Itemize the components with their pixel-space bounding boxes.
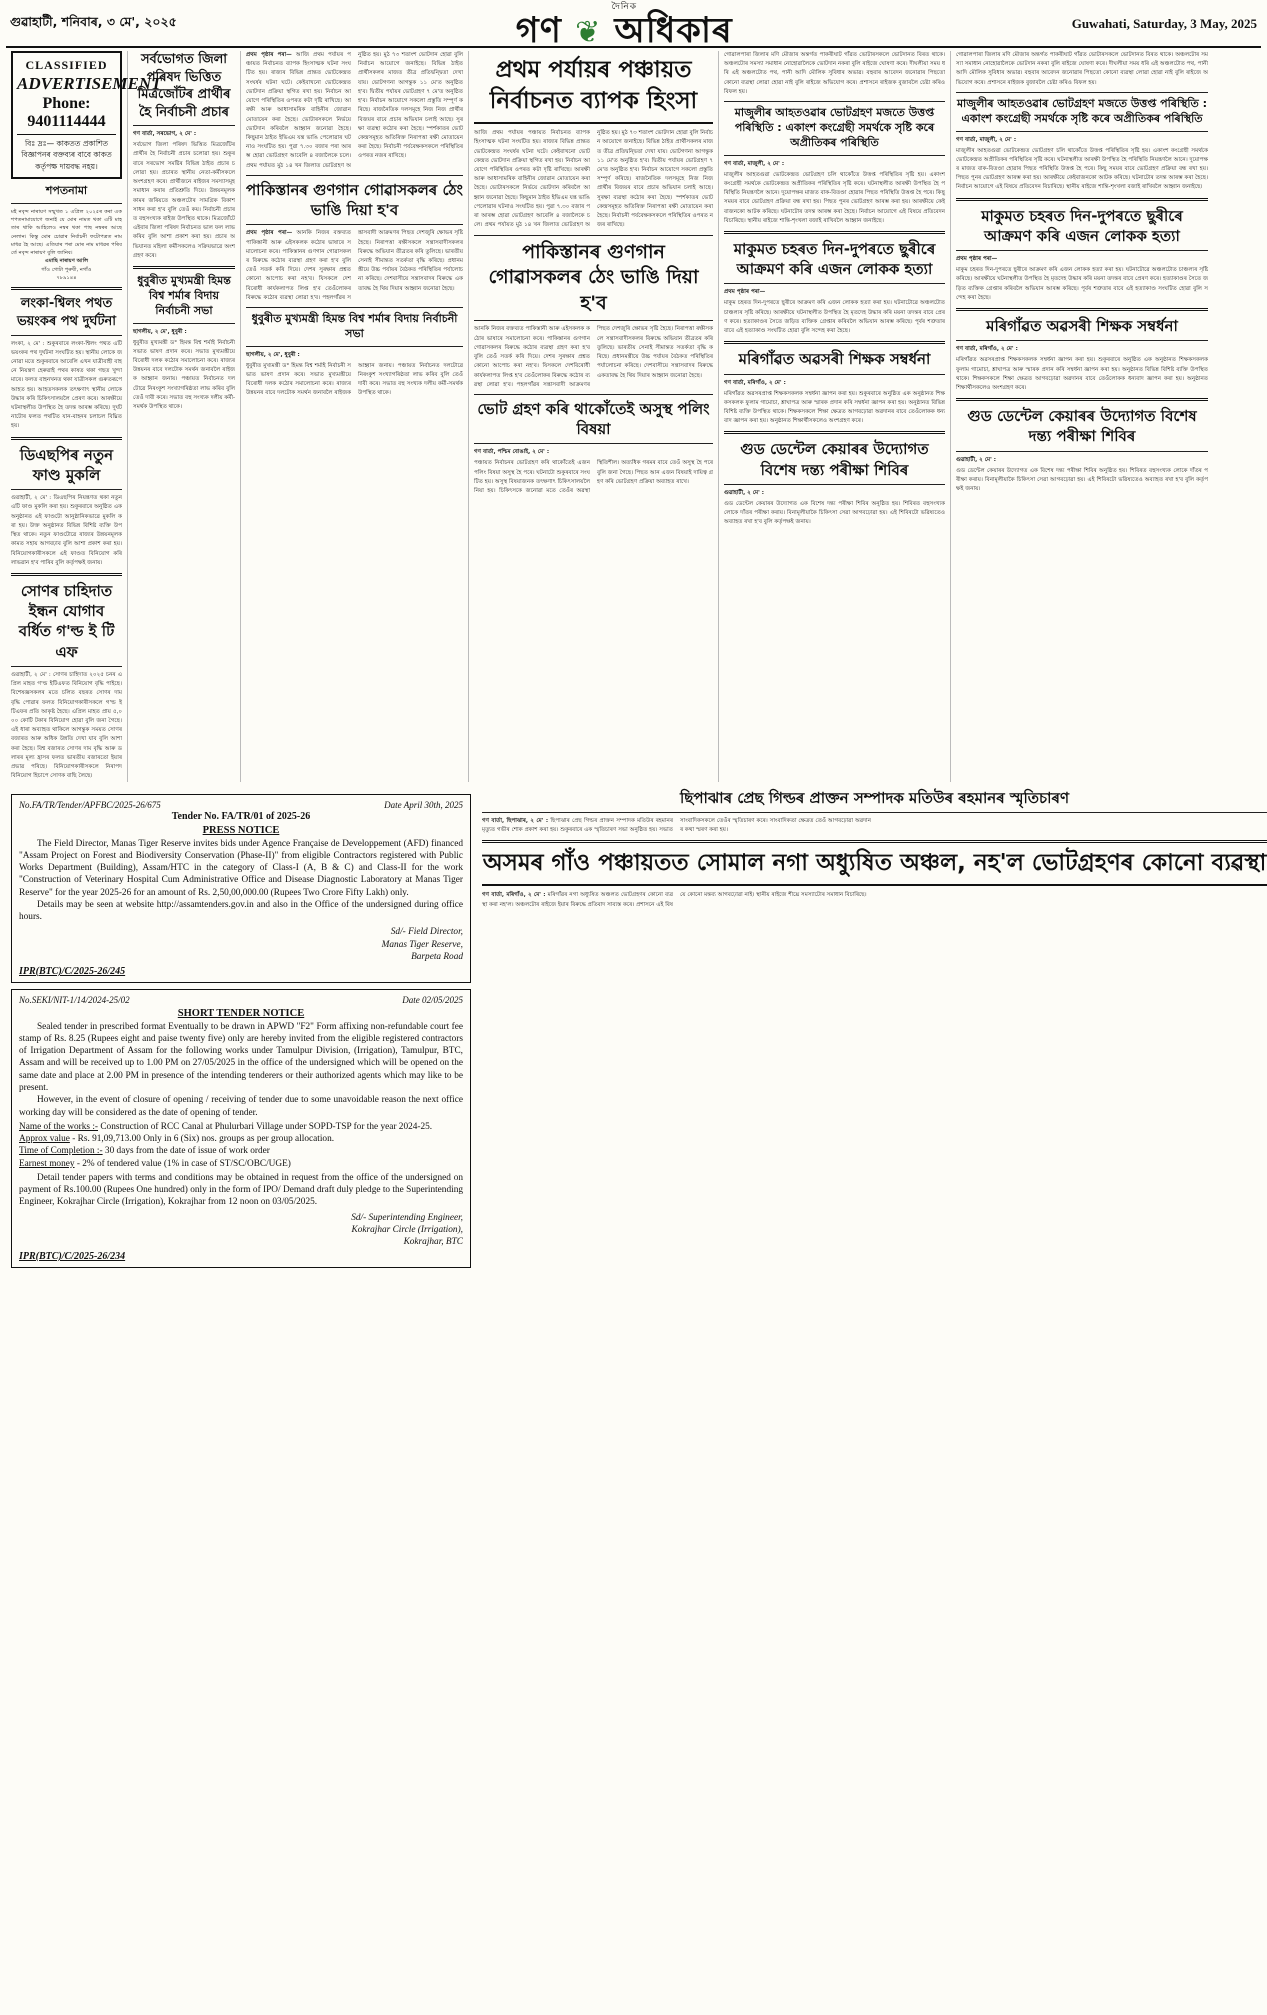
sarbhog-body: সৰ্বভোগ জিলা পৰিষদ ভিত্তিত মিত্ৰজোঁটৰ প্ৰাৰ্থীৰ হৈ নিৰ্বাচনী প্ৰচাৰ চলোৱা হয়। শুকুৰবাৰে সৰভোগ সমষ্টিৰ বিভিন্ন ঠাইত প্ৰচাৰ চলোৱা হয়। প্ৰচাৰত স্থানীয় নেতা-কৰ্মীসকলে অংশগ্ৰহণ কৰে। প্ৰাৰ্থীজনে ৰাইজৰ সমস্যাসমূহ সমাধান কৰাৰ প্ৰতিশ্ৰুতি দিয়ে। উন্নয়নমূলক কামৰ জৰিয়তে অঞ্চলটোৰ সামগ্ৰিক বিকাশ সাধন কৰা হ'ব বুলি তেওঁ কয়। নিৰ্বাচনী প্ৰচাৰত বহুসংখ্যক ৰাইজ উপস্থিত থাকে। মিত্ৰজোঁটে এইবাৰ জিলা পৰিষদ নিৰ্বাচনত ভাল ফল লাভ কৰিব বুলি আশা প্ৰকাশ কৰা হয়। প্ৰচাৰ অভিযানত মহিলা কৰ্মীসকলেও সক্ৰিয়ভাৱে অংশগ্ৰহণ কৰে।	[133, 142, 235, 259]
dhubri-cm-body: ধুবুৰীত মুখ্যমন্ত্ৰী ড° হিমন্ত বিশ্ব শৰ্মাই নিৰ্বাচনী সভাত ভাষণ প্ৰদান কৰে। সভাত মুখ্যমন্ত্ৰীয়ে বিৰোধী দলক কঠোৰ সমালোচনা কৰে। ৰাজ্যৰ উন্নয়নৰ বাবে দলটোক সমৰ্থন জনাবলৈ ৰাইজক আহ্বান জনায়। পঞ্চায়ত নিৰ্বাচনত দলটোৱে নিৰংকুশ সংখ্যাগৰিষ্ঠতা লাভ কৰিব বুলি তেওঁ দাবী কৰে। সভাত বহু সংখ্যক দলীয় কৰ্মী-সমৰ্থক উপস্থিত থাকে।	[133, 339, 235, 411]
short-tender-item-label: Name of the works :-	[19, 1121, 99, 1132]
makum-murder-body: মাকুম চহৰত দিন-দুপৰতে ছুৰীৰে আক্ৰমণ কৰি এজন লোকক হত্যা কৰা হয়। ঘটনাটোৱে অঞ্চলটোত চাঞ্চল্যৰ সৃষ্টি কৰিছে। আৰক্ষীয়ে ঘটনাস্থলীত উপস্থিত হৈ মৃতদেহ উদ্ধাৰ কৰি ময়না তদন্তৰ বাবে প্ৰেৰণ কৰে। হত্যাকাণ্ডৰ সৈতে জড়িত ব্যক্তিক গ্ৰেপ্তাৰ কৰিবলৈ অভিযান আৰম্ভ কৰিছে। পূৰ্বৰ শত্ৰুতাৰ বাবে এই হত্যাকাণ্ড সংঘটিত হোৱা বুলি সন্দেহ কৰা হৈছে।	[724, 300, 945, 335]
dsp-fund-headline: ডিএছপিৰ নতুন ফাণ্ড মুকলি	[19, 445, 114, 484]
sipajhar-body	[482, 817, 1267, 835]
pakistan-body-col3	[246, 229, 463, 303]
press-notice-sign-3: Barpeta Road	[411, 951, 463, 962]
dhubri-cm-byline: ছাগলীয়, ২ মে', ধুবুৰী :	[133, 328, 187, 335]
polling-officer-byline: গণ বাৰ্তা, পশ্চিম বোঙাই, ২ মে' :	[474, 449, 550, 456]
panchayat-continued-text: আজি প্ৰথম পৰ্যায়ৰ পঞ্চায়ত নিৰ্বাচনত ব্যাপক হিংসাত্মক ঘটনা সংঘটিত হয়। ৰাজ্যৰ বিভিন্ন প্ৰান্তত ভোটকেন্দ্ৰত সংঘৰ্ষৰ ঘটনা ঘটে। কেইবাখনো ভোটকেন্দ্ৰত ভোটদান প্ৰক্ৰিয়া স্থগিত ৰখা হয়। নিৰ্বাচন আয়োগে পৰিস্থিতিৰ ওপৰত কটা দৃষ্টি ৰাখিছে। আৰক্ষী আৰু আধাসামৰিক বাহিনীৰ জোৱান মোতায়েন কৰা হৈছে। ভোটাৰসকলে নিৰ্ভয়ে ভোটদান কৰিবলৈ আহ্বান জনোৱা হৈছে। কিছুমান ঠাইত ইভিএম যন্ত্ৰ ভাঙি পেলোৱাৰ ঘটনাও সংঘটিত হয়। পুৱা ৭.৩০ বজাৰ পৰা আৰম্ভ হোৱা ভোটগ্ৰহণ আবেলি ৪ বজালৈকে চলে। প্ৰথম পৰ্যায়ত মুঠ ১৪ খন জিলাত ভোটগ্ৰহণ অনুষ্ঠিত হয়। মুঠ ৭৩ শতাংশ ভোটদান হোৱা বুলি নিৰ্বাচন আয়োগে জনাইছে। বিভিন্ন ঠাইত প্ৰাৰ্থীসকলৰ মাজত তীব্ৰ প্ৰতিদ্বন্দ্বিতা দেখা যায়। ভোটগণনা আগন্তুক ১১ মে'ত অনুষ্ঠিত হ'ব। দ্বিতীয় পৰ্যায়ৰ ভোটগ্ৰহণ ৭ মে'ত অনুষ্ঠিত হ'ব। নিৰ্বাচন আয়োগে সকলো প্ৰস্তুতি সম্পূৰ্ণ কৰিছে। ৰাজনৈতিক দলসমূহে নিজ নিজ প্ৰাৰ্থীৰ বিজয়ৰ বাবে প্ৰচাৰ অভিযান চলাই আছে। সুৰক্ষা ব্যৱস্থা কঠোৰ কৰা হৈছে। স্পৰ্শকাতৰ ভোটকেন্দ্ৰসমূহত অতিৰিক্ত নিৰাপত্তা ৰক্ষী মোতায়েন কৰা হৈছে। নিৰ্বাচনী পৰ্যবেক্ষকসকলে পৰিস্থিতিৰ ওপৰত নজৰ ৰাখিছে।	[246, 52, 463, 169]
column-4	[469, 51, 719, 782]
sipajhar-headline: ছিপাঝাৰ প্ৰেছ গিল্ডৰ প্ৰাক্তন সম্পাদক মতিউৰ ৰহমানৰ স্মৃতিচাৰণ	[679, 788, 1070, 807]
col6-body-1: গোৱালপাৰা জিলাৰ মণি মৌজাৰ অন্তৰ্গত পাকৰীঘাট গাঁৱত ভোটাৰসকলে ভোটদানত বিৰত থাকে। অঞ্চলটোৰ সমস্যা সমাধান নোহোৱালৈকে ভোটদান নকৰা বুলি ৰাইজে ঘোষণা কৰে। দীঘলীয়া সময় ধৰি এই অঞ্চলটোত পথ, পানী আদি মৌলিক সুবিধাৰ অভাৱ। বহুবাৰ আবেদন জনোৱাৰ পিছতো কোনো ব্যৱস্থা লোৱা হোৱা নাই বুলি ৰাইজে অভিযোগ কৰে। প্ৰশাসনে ৰাইজক বুজাবলৈ চেষ্টা কৰিও বিফল হয়।	[956, 52, 1208, 86]
polling-officer-headline: ভোট গ্ৰহণ কৰি থাকোঁতেই অসুস্থ পলিং বিষয়া	[477, 399, 710, 439]
main-story-body: আজি প্ৰথম পৰ্যায়ৰ পঞ্চায়ত নিৰ্বাচনত ব্যাপক হিংসাত্মক ঘটনা সংঘটিত হয়। ৰাজ্যৰ বিভিন্ন প্ৰান্তত ভোটকেন্দ্ৰত সংঘৰ্ষৰ ঘটনা ঘটে। কেইবাখনো ভোটকেন্দ্ৰত ভোটদান প্ৰক্ৰিয়া স্থগিত ৰখা হয়। নিৰ্বাচন আয়োগে পৰিস্থিতিৰ ওপৰত কটা দৃষ্টি ৰাখিছে। আৰক্ষী আৰু আধাসামৰিক বাহিনীৰ জোৱান মোতায়েন কৰা হৈছে। ভোটাৰসকলে নিৰ্ভয়ে ভোটদান কৰিবলৈ আহ্বান জনোৱা হৈছে। কিছুমান ঠাইত ইভিএম যন্ত্ৰ ভাঙি পেলোৱাৰ ঘটনাও সংঘটিত হয়। পুৱা ৭.৩০ বজাৰ পৰা আৰম্ভ হোৱা ভোটগ্ৰহণ আবেলি ৪ বজালৈকে চলে। প্ৰথম পৰ্যায়ত মুঠ ১৪ খন জিলাত ভোটগ্ৰহণ অনুষ্ঠিত হয়। মুঠ ৭৩ শতাংশ ভোটদান হোৱা বুলি নিৰ্বাচন আয়োগে জনাইছে। বিভিন্ন ঠাইত প্ৰাৰ্থীসকলৰ মাজত তীব্ৰ প্ৰতিদ্বন্দ্বিতা দেখা যায়। ভোটগণনা আগন্তুক ১১ মে'ত অনুষ্ঠিত হ'ব। দ্বিতীয় পৰ্যায়ৰ ভোটগ্ৰহণ ৭ মে'ত অনুষ্ঠিত হ'ব। নিৰ্বাচন আয়োগে সকলো প্ৰস্তুতি সম্পূৰ্ণ কৰিছে। ৰাজনৈতিক দলসমূহে নিজ নিজ প্ৰাৰ্থীৰ বিজয়ৰ বাবে প্ৰচাৰ অভিযান চলাই আছে। সুৰক্ষা ব্যৱস্থা কঠোৰ কৰা হৈছে। স্পৰ্শকাতৰ ভোটকেন্দ্ৰসমূহত অতিৰিক্ত নিৰাপত্তা ৰক্ষী মোতায়েন কৰা হৈছে। নিৰ্বাচনী পৰ্যবেক্ষকসকলে পৰিস্থিতিৰ ওপৰত নজৰ ৰাখিছে।	[474, 130, 713, 229]
short-tender-item	[19, 1158, 463, 1170]
makum-murder-headline: মাকুমত চহৰত দিন-দুপৰতে ছুৰীৰে আক্ৰমণ কৰি এজন লোকক হত্যা	[733, 239, 936, 279]
short-tender-item-value: - Rs. 91,09,713.00 Only in 6 (Six) nos. groups as per group allocation.	[72, 1134, 335, 1145]
short-tender-body: Sealed tender in prescribed format Eventually to be drawn in APWD "F2" Form affixing non-refundable court fee stamp of Rs. 8.25 (Rupees eight and paise twenty five) only are hereby invited from the eligible registered contractors of Irrigation Department of Assam for the following works under Tamulpur Division, (Irrigation), Tamulpur, BTC, Assam and will be received up to 1.00 PM on 27/05/2025 in the office of the undersigned which will be opened on the same date and place at 2.00 PM in presence of the intending tenderers or their authorized agents which may like to be present.	[19, 1021, 463, 1093]
column-3	[241, 51, 469, 782]
dental-camp-byline: গুৱাহাটী, ২ মে' :	[724, 489, 764, 496]
masthead	[6, 2, 1261, 51]
masthead-title	[177, 11, 1072, 51]
short-tender-body3: Detail tender papers with terms and conditions may be obtained in request from the office of the undersigned on payment of Rs.100.00 (Rupees One hundred) only in the form of IPO/ Demand draft duly pledge to the Superintending Engineer, Kokrajhar Circle (Irrigation), Kokrajhar from 12 noon on 03/05/2025.	[19, 1172, 463, 1208]
short-tender-sign-1: Sd/- Superintending Engineer,	[351, 1212, 463, 1223]
short-tender-title: SHORT TENDER NOTICE	[177, 1007, 305, 1019]
gold-etf-headline: সোণৰ চাহিদাত ইন্ধন যোগাব বৰ্ধিত গ'ল্ড ই টি এফ	[18, 581, 115, 661]
short-tender-item-label: Earnest money	[19, 1158, 75, 1169]
column-2	[128, 51, 241, 782]
affidavit-signer-address: গাঁও গোটা পুৰুষী, নগাঁও	[41, 266, 92, 273]
col6-makum-byline: প্ৰথম পৃষ্ঠাৰ পৰা—	[956, 256, 998, 263]
press-notice-ref: No.FA/TR/Tender/APFBC/2025-26/675	[19, 799, 161, 810]
affidavit-signer-pin: ৭৮৯১৪৪	[56, 275, 77, 282]
content-grid	[6, 51, 1261, 782]
short-tender-item	[19, 1133, 463, 1145]
lower-section	[6, 788, 1267, 1268]
dhubri-sub-body: ধুবুৰীত মুখ্যমন্ত্ৰী ড° হিমন্ত বিশ্ব শৰ্মাই নিৰ্বাচনী সভাত ভাষণ প্ৰদান কৰে। সভাত মুখ্যমন্ত্ৰীয়ে বিৰোধী দলক কঠোৰ সমালোচনা কৰে। ৰাজ্যৰ উন্নয়নৰ বাবে দলটোক সমৰ্থন জনাবলৈ ৰাইজক আহ্বান জনায়। পঞ্চায়ত নিৰ্বাচনত দলটোৱে নিৰংকুশ সংখ্যাগৰিষ্ঠতা লাভ কৰিব বুলি তেওঁ দাবী কৰে। সভাত বহু সংখ্যক দলীয় কৰ্মী-সমৰ্থক উপস্থিত থাকে।	[246, 362, 463, 397]
tender-column	[6, 788, 476, 1268]
col6-majuli-body: মাজুলীৰ আহতগুৱা ভোটকেন্দ্ৰত ভোটগ্ৰহণ চলি থাকোঁতে উত্তপ্ত পৰিস্থিতিৰ সৃষ্টি হয়। একাংশ কংগ্ৰেছী সমৰ্থকে ভোটকেন্দ্ৰত অপ্ৰীতিকৰ পৰিস্থিতিৰ সৃষ্টি কৰে। ঘটনাস্থলীত আৰক্ষী উপস্থিত হৈ পৰিস্থিতি নিয়ন্ত্ৰণলৈ আনে। দুয়োপক্ষৰ মাজত বাক-বিতণ্ডা হোৱাৰ পিছত পৰিস্থিতি উত্তপ্ত হৈ পৰে। কিছু সময়ৰ বাবে ভোটগ্ৰহণ প্ৰক্ৰিয়া বন্ধ ৰখা হয়। পিছত পুনৰ ভোটগ্ৰহণ আৰম্ভ কৰা হয়। আৰক্ষীয়ে কেইবাজনকো আটক কৰিছে। ঘটনাটোৰ তদন্ত আৰম্ভ কৰা হৈছে। নিৰ্বাচন আয়োগে এই বিষয়ে প্ৰতিবেদন বিচাৰিছে। স্থানীয় ৰাইজে শান্তি-শৃংখলা বজাই ৰাখিবলৈ আহ্বান জনাইছে।	[956, 147, 1208, 191]
morigaon-teacher-body: মৰিগাঁৱত অৱসৰপ্ৰাপ্ত শিক্ষকসকলক সম্বৰ্ধনা জ্ঞাপন কৰা হয়। শুকুৰবাৰে অনুষ্ঠিত এক অনুষ্ঠানত শিক্ষকসকলক ফুলাম গামোচা, শ্লাঘাপত্ৰ আৰু স্মাৰক প্ৰদান কৰি সম্বৰ্ধনা জ্ঞাপন কৰা হয়। অনুষ্ঠানত বিভিন্ন বিশিষ্ট ব্যক্তি উপস্থিত থাকে। শিক্ষকসকলে শিক্ষা ক্ষেত্ৰত আগবঢ়োৱা অৱদানৰ বাবে তেওঁলোকক ধন্যবাদ জ্ঞাপন কৰা হয়। অনুষ্ঠানত শিক্ষাৰ্থীসকলেও অংশগ্ৰহণ কৰে।	[724, 390, 945, 425]
sarbhog-byline: গণ বাৰ্তা, সৰভোগ, ২ মে' :	[133, 131, 197, 138]
press-notice-header	[19, 800, 463, 810]
classified-disclaimer: বিঃ দ্রঃ— কাকতত প্ৰকাশিত বিজ্ঞাপনৰ বক্তব্যৰ বাবে কাকত কৰ্তৃপক্ষ দায়বদ্ধ নহয়।	[17, 134, 116, 172]
advertisement-label: ADVERTISEMENT	[17, 74, 162, 93]
col6-makum-body: মাকুম চহৰত দিন-দুপৰতে ছুৰীৰে আক্ৰমণ কৰি এজন লোকক হত্যা কৰা হয়। ঘটনাটোৱে অঞ্চলটোত চাঞ্চল্যৰ সৃষ্টি কৰিছে। আৰক্ষীয়ে ঘটনাস্থলীত উপস্থিত হৈ মৃতদেহ উদ্ধাৰ কৰি ময়না তদন্তৰ বাবে প্ৰেৰণ কৰে। হত্যাকাণ্ডৰ সৈতে জড়িত ব্যক্তিক গ্ৰেপ্তাৰ কৰিবলৈ অভিযান আৰম্ভ কৰিছে। পূৰ্বৰ শত্ৰুতাৰ বাবে এই হত্যাকাণ্ড সংঘটিত হোৱা বুলি সন্দেহ কৰা হৈছে।	[956, 267, 1208, 301]
short-tender-notice-box	[11, 989, 471, 1268]
press-notice-sign-2: Manas Tiger Reserve,	[381, 939, 463, 950]
column-5	[719, 51, 951, 782]
accident-body: লংকা, ২ মে' : শুকুৰবাৰে লংকা-শ্বিলং পথত এটি ভয়ংকৰ পথ দুৰ্ঘটনা সংঘটিত হয়। স্থানীয় লোকে জনোৱা মতে শুকুৰবাৰে আবেলি এখন যাত্ৰীবাহী বাহনে নিয়ন্ত্ৰণ হেৰুৱাই পথৰ কাষত থকা গছত খুন্দা মাৰে। ফলত বাহনখনত থকা যাত্ৰীসকল গুৰুতৰূপে আহত হয়। আহতসকলক তৎক্ষণাৎ স্থানীয় লোকে উদ্ধাৰ কৰি চিকিৎসালয়লৈ প্ৰেৰণ কৰে। আৰক্ষীয়ে ঘটনাস্থলীত উপস্থিত হৈ তদন্ত আৰম্ভ কৰিছে। দুৰ্ঘটনাটোৰ ফলত পথটিত যান-বাহনৰ চলাচল বিঘ্নিত হয়।	[11, 340, 122, 430]
col6-dental-byline: গুৱাহাটী, ২ মে' :	[956, 456, 996, 463]
col6-dental-body: গুড ডেন্টেল কেয়াৰৰ উদ্যোগত এক বিশেষ দন্ত্য পৰীক্ষা শিবিৰ অনুষ্ঠিত হয়। শিবিৰত বহুসংখ্যক লোকে দাঁতৰ পৰীক্ষা কৰায়। বিনামূলীয়াকৈ চিকিৎসা সেৱা আগবঢ়োৱা হয়। এই শিবিৰটো ভৱিষ্যতেও অব্যাহত ৰখা হ'ব বুলি কৰ্তৃপক্ষই জনায়।	[956, 467, 1208, 493]
classified-ad-box	[11, 51, 162, 179]
short-tender-sign-2: Kokrajhar Circle (Irrigation),	[351, 1224, 463, 1235]
affidavit-heading: শপতনামা	[45, 183, 88, 197]
dhubri-sub-headline: ধুবুৰীত মুখ্যমন্ত্ৰী হিমন্ত বিশ্ব শৰ্মাৰ বিদায় নিৰ্বাচনী সভা	[251, 312, 458, 340]
short-tender-ref: No.SEKI/NIT-1/14/2024-25/02	[19, 994, 130, 1005]
majuli-body: মাজুলীৰ আহতগুৱা ভোটকেন্দ্ৰত ভোটগ্ৰহণ চলি থাকোঁতে উত্তপ্ত পৰিস্থিতিৰ সৃষ্টি হয়। একাংশ কংগ্ৰেছী সমৰ্থকে ভোটকেন্দ্ৰত অপ্ৰীতিকৰ পৰিস্থিতিৰ সৃষ্টি কৰে। ঘটনাস্থলীত আৰক্ষী উপস্থিত হৈ পৰিস্থিতি নিয়ন্ত্ৰণলৈ আনে। দুয়োপক্ষৰ মাজত বাক-বিতণ্ডা হোৱাৰ পিছত পৰিস্থিতি উত্তপ্ত হৈ পৰে। কিছু সময়ৰ বাবে ভোটগ্ৰহণ প্ৰক্ৰিয়া বন্ধ ৰখা হয়। পিছত পুনৰ ভোটগ্ৰহণ আৰম্ভ কৰা হয়। আৰক্ষীয়ে কেইবাজনকো আটক কৰিছে। ঘটনাটোৰ তদন্ত আৰম্ভ কৰা হৈছে। নিৰ্বাচন আয়োগে এই বিষয়ে প্ৰতিবেদন বিচাৰিছে। স্থানীয় ৰাইজে শান্তি-শৃংখলা বজাই ৰাখিবলৈ আহ্বান জনাইছে।	[724, 171, 945, 224]
goalpara-boycott-body: গোৱালপাৰা জিলাৰ মণি মৌজাৰ অন্তৰ্গত পাকৰীঘাট গাঁৱত ভোটাৰসকলে ভোটদানত বিৰত থাকে। অঞ্চলটোৰ সমস্যা সমাধান নোহোৱালৈকে ভোটদান নকৰা বুলি ৰাইজে ঘোষণা কৰে। দীঘলীয়া সময় ধৰি এই অঞ্চলটোত পথ, পানী আদি মৌলিক সুবিধাৰ অভাৱ। বহুবাৰ আবেদন জনোৱাৰ পিছতো কোনো ব্যৱস্থা লোৱা হোৱা নাই বুলি ৰাইজে অভিযোগ কৰে। প্ৰশাসনে ৰাইজক বুজাবলৈ চেষ্টা কৰিও বিফল হয়।	[724, 52, 945, 95]
dental-camp-headline: গুড ডেন্টেল কেয়াৰৰ উদ্যোগত বিশেষ দন্ত্য পৰীক্ষা শিবিৰ	[740, 440, 929, 479]
short-tender-header	[19, 995, 463, 1005]
press-notice-title: PRESS NOTICE	[202, 824, 280, 836]
short-tender-body2: However, in the event of closure of opening / receiving of tender due to some unavoidable reason the next office working day will be considered as the date of opening of tender.	[19, 1095, 463, 1118]
pakistan-body: আনকি নিজৰ বক্তব্যত পাকিস্তানী আৰু এইসকলক কঠোৰ ভাষাৰে সমালোচনা কৰে। পাকিস্তানৰ গুণগান গোৱাসকলৰ বিৰুদ্ধে কঠোৰ ব্যৱস্থা গ্ৰহণ কৰা হ'ব বুলি তেওঁ সতৰ্ক কৰি দিয়ে। দেশৰ সুৰক্ষাৰ প্ৰশ্নত কোনো আপোচ কৰা নহ'ব। যিসকলে দেশবিৰোধী কাৰ্যকলাপত লিপ্ত হ'ব তেওঁলোকৰ বিৰুদ্ধে কঠোৰ ব্যৱস্থা লোৱা হ'ব। পহলগাঁৱৰ সন্ত্ৰাসবাদী আক্ৰমণৰ পিছত দেশজুৰি ক্ষোভৰ সৃষ্টি হৈছে। নিৰাপত্তা ৰক্ষীসকলে সন্ত্ৰাসবাদীসকলৰ বিৰুদ্ধে অভিযান তীব্ৰতৰ কৰি তুলিছে। ভাৰতীয় সেনাই সীমান্তত সতৰ্কতা বৃদ্ধি কৰিছে। প্ৰধানমন্ত্ৰীয়ে উচ্চ পৰ্যায়ৰ বৈঠকত পৰিস্থিতিৰ পৰ্যালোচনা কৰিছে। দেশবাসীয়ে সন্ত্ৰাসবাদৰ বিৰুদ্ধে একতাবদ্ধ হৈ থিয় দিয়াৰ আহ্বান জনোৱা হৈছে।	[474, 326, 713, 388]
dsp-fund-body: গুৱাহাটী, ২ মে' : ডিএছপিৰ নিয়ন্ত্ৰণত থকা নতুন এটি ফাণ্ড মুকলি কৰা হয়। শুকুৰবাৰে অনুষ্ঠিত এক অনুষ্ঠানত এই ফাণ্ডটো আনুষ্ঠানিকভাৱে মুকলি কৰা হয়। উক্ত অনুষ্ঠানত বিভিন্ন বিশিষ্ট ব্যক্তি উপস্থিত থাকে। নতুন ফাণ্ডটোৱে ৰাজ্যৰ উন্নয়নমূলক কামত সহায় আগবঢ়াব বুলি আশা প্ৰকাশ কৰা হয়। বিনিয়োগকাৰীসকলে এই ফাণ্ডত বিনিয়োগ কৰি লাভৱান হ'ব পাৰিব বুলি কৰ্তৃপক্ষই জনায়।	[11, 495, 122, 566]
col6-majuli-headline: মাজুলীৰ আহতওৱাৰ ভোটগ্ৰহণ মজতে উত্তপ্ত পৰিস্থিতি : একাংশ কংগ্ৰেছী সমৰ্থকে সৃষ্টি কৰে অপ্ৰীতিকৰ পৰিস্থিতি	[956, 96, 1208, 125]
morigaon-teacher-byline: গণ বাৰ্তা, মৰিগাঁও, ২ মে' :	[724, 379, 786, 386]
accident-headline: লংকা-শ্বিলং পথত ভয়ংকৰ পথ দুৰ্ঘটনা	[16, 296, 117, 329]
masthead-title-left: গণ	[515, 11, 562, 51]
classified-phone: Phone: 9401114444	[27, 95, 106, 130]
dhubri-cm-headline: ধুবুৰীত মুখ্যমন্ত্ৰী হিমন্ত বিশ্ব শৰ্মাৰ বিদায় নিৰ্বাচনী সভা	[137, 274, 231, 317]
naga-area-text: মৰিগাঁৱৰ নগা অধ্যুষিত অঞ্চলত ভোটগ্ৰহণৰ কোনো ব্যৱস্থা কৰা নহ'ল। অঞ্চলটোৰ ৰাইজে ইয়াৰ বিৰুদ্ধে প্ৰতিবাদ সাব্যস্ত কৰে। প্ৰশাসনে এই বিষয়ে কোনো মন্তব্য আগবঢ়োৱা নাই। স্থানীয় ৰাইজে শীঘ্ৰে সমস্যাটোৰ সমাধান বিচাৰিছে।	[482, 892, 867, 908]
sipajhar-text: ছিপাঝাৰ প্ৰেছ গিল্ডৰ প্ৰাক্তন সম্পাদক মতিউৰ ৰহমানৰ মৃত্যুত গভীৰ শোক প্ৰকাশ কৰা হয়। শুকুৰবাৰে এক স্মৃতিচাৰণ সভা অনুষ্ঠিত হয়। সভাত সাংবাদিকসকলে তেওঁৰ স্মৃতিচাৰণ কৰে। সাংবাদিকতা ক্ষেত্ৰত তেওঁ আগবঢ়োৱা অৱদানৰ কথা স্মৰণ কৰা হয়।	[482, 817, 871, 834]
press-notice-body: The Field Director, Manas Tiger Reserve invites bids under Agence Française de Developpement (AFD) financed "Assam Project on Forest and Biodiversity Conservation (Phase-II)" from eligible Contractors registered with Public Works Department (Building), Assam/HTC in the category of Class-I (A, B & C) and Class-II for the work "Construction of Veterinary Hospital Cum Administrative Office and Disease Diagnostic Laboratory at Manas Tiger Reserve" for the year 2025-26 for an amount of Rs. 2,50,00,000.00 (Rupees Two Crore Fifty Lakh) only.	[19, 838, 463, 898]
press-notice-tender-no: Tender No. FA/TR/01 of 2025-26	[171, 810, 311, 822]
dhubri-sub-byline: ছাগলীয়, ২ মে', ধুবুৰী :	[246, 351, 300, 358]
masthead-date-assamese: গুৱাহাটী, শনিবাৰ, ৩ মে', ২০২৫	[10, 14, 177, 29]
press-notice-date: Date April 30th, 2025	[384, 799, 463, 810]
majuli-headline: মাজুলীৰ আহতওৱাৰ ভোটগ্ৰহণ মজতে উত্তপ্ত পৰিস্থিতি : একাংশ কংগ্ৰেছী সমৰ্থকে সৃষ্টি কৰে অপ্ৰীতিকৰ পৰিস্থিতি	[734, 106, 935, 149]
classified-label: CLASSIFIED	[25, 58, 108, 72]
short-tender-item	[19, 1121, 463, 1133]
dental-camp-body: গুড ডেন্টেল কেয়াৰৰ উদ্যোগত এক বিশেষ দন্ত্য পৰীক্ষা শিবিৰ অনুষ্ঠিত হয়। শিবিৰত বহুসংখ্যক লোকে দাঁতৰ পৰীক্ষা কৰায়। বিনামূলীয়াকৈ চিকিৎসা সেৱা আগবঢ়োৱা হয়। এই শিবিৰটো ভৱিষ্যতেও অব্যাহত ৰখা হ'ব বুলি কৰ্তৃপক্ষই জনায়।	[724, 500, 945, 526]
sipajhar-byline: গণ বাৰ্তা, ছিপাঝাৰ, ২ মে' :	[482, 817, 549, 824]
col6-teacher-body: মৰিগাঁৱত অৱসৰপ্ৰাপ্ত শিক্ষকসকলক সম্বৰ্ধনা জ্ঞাপন কৰা হয়। শুকুৰবাৰে অনুষ্ঠিত এক অনুষ্ঠানত শিক্ষকসকলক ফুলাম গামোচা, শ্লাঘাপত্ৰ আৰু স্মাৰক প্ৰদান কৰি সম্বৰ্ধনা জ্ঞাপন কৰা হয়। অনুষ্ঠানত বিভিন্ন বিশিষ্ট ব্যক্তি উপস্থিত থাকে। শিক্ষকসকলে শিক্ষা ক্ষেত্ৰত আগবঢ়োৱা অৱদানৰ বাবে তেওঁলোকক ধন্যবাদ জ্ঞাপন কৰা হয়। অনুষ্ঠানত শিক্ষাৰ্থীসকলেও অংশগ্ৰহণ কৰে।	[956, 357, 1208, 391]
press-notice-ipr: IPR(BTC)/C/2025-26/245	[19, 965, 126, 977]
press-notice-body2: Details may be seen at website http://assamtenders.gov.in and also in the Office of the undersigned during office hours.	[19, 899, 463, 923]
leaf-icon: ❦	[575, 15, 602, 50]
sarbhog-headline: সৰ্বভোগত জিলা পৰিষদ ভিত্তিত মিত্ৰজোঁটৰ প্ৰাৰ্থীৰ হৈ নিৰ্বাচনী প্ৰচাৰ	[137, 52, 231, 120]
morigaon-teacher-headline: মৰিগাঁৱত অৱসৰী শিক্ষক সম্বৰ্ধনা	[738, 350, 931, 369]
main-headline: প্ৰথম পৰ্যায়ৰ পঞ্চায়ত নিৰ্বাচনত ব্যাপক হিংসা	[489, 57, 698, 115]
press-notice-sign-1: Sd/- Field Director,	[390, 927, 463, 938]
panchayat-continued-body	[246, 51, 463, 171]
short-tender-ipr: IPR(BTC)/C/2025-26/234	[19, 1250, 126, 1262]
press-notice-box	[11, 794, 471, 983]
affidavit-body: মই নবৃন্দ নাৰায়ণ সন্মুখত ১ এপ্ৰিল ২০২৫ৰ কৰা এক শপতনামাযোগে জনাই যে মোৰ নামত থকা এটি মাহতাৰ থাকি আহিলেও নম্বৰ থকা পাছ নম্বৰৰ আছে নেলান। কিন্তু মোৰ চোৱাৰ নিৰ্বাচনী ফটোপত্ৰত নাম মাধৱ হৈ আছে। এতিয়াৰ পৰা মোৰ নাম মাধৱৰ পৰিবৰ্তে নবৃন্দ নাৰায়ণ বুলি জানিব।	[11, 208, 122, 257]
masthead-subtitle: দৈনিক	[611, 2, 638, 12]
continued-label: প্ৰথম পৃষ্ঠাৰ পৰা—	[246, 52, 292, 58]
short-tender-sign-3: Kokrajhar, BTC	[403, 1236, 463, 1247]
short-tender-item-label: Time of Completion :-	[19, 1146, 103, 1157]
col6-teacher-headline: মৰিগাঁৱত অৱসৰী শিক্ষক সম্বৰ্ধনা	[986, 317, 1178, 336]
col6-dental-headline: গুড ডেন্টেল কেয়াৰৰ উদ্যোগত বিশেষ দন্ত্য পৰীক্ষা শিবিৰ	[967, 407, 1197, 446]
naga-area-byline: গণ বাৰ্তা, মৰিগাঁও, ২ মে' :	[482, 892, 546, 899]
polling-officer-body: পঞ্চায়ত নিৰ্বাচনৰ ভোটগ্ৰহণ কৰি থাকোঁতেই এজন পলিং বিষয়া অসুস্থ হৈ পৰে। ঘটনাটো শুকুৰবাৰে সংঘটিত হয়। অসুস্থ বিষয়াজনক তৎক্ষণাৎ চিকিৎসালয়লৈ নিয়া হয়। চিকিৎসকে জনোৱা মতে তেওঁৰ অৱস্থা স্থিতিশীল। অত্যধিক গৰমৰ বাবে তেওঁ অসুস্থ হৈ পৰে বুলি জনা গৈছে। পিছত আন এজন বিষয়াই দায়িত্ব গ্ৰহণ কৰি ভোটগ্ৰহণ প্ৰক্ৰিয়া অব্যাহত ৰাখে।	[474, 460, 713, 495]
pakistan-headline: পাকিস্তানৰ গুণগান গোৱাসকলৰ ঠেং ভাঙি দিয়া হ'ব	[488, 240, 699, 314]
col6-majuli-byline: গণ বাৰ্তা, মাজুলী, ২ মে' :	[956, 136, 1017, 143]
pakistan-text: আনকি নিজৰ বক্তব্যত পাকিস্তানী আৰু এইসকলক কঠোৰ ভাষাৰে সমালোচনা কৰে। পাকিস্তানৰ গুণগান গোৱাসকলৰ বিৰুদ্ধে কঠোৰ ব্যৱস্থা গ্ৰহণ কৰা হ'ব বুলি তেওঁ সতৰ্ক কৰি দিয়ে। দেশৰ সুৰক্ষাৰ প্ৰশ্নত কোনো আপোচ কৰা নহ'ব। যিসকলে দেশবিৰোধী কাৰ্যকলাপত লিপ্ত হ'ব তেওঁলোকৰ বিৰুদ্ধে কঠোৰ ব্যৱস্থা লোৱা হ'ব। পহলগাঁৱৰ সন্ত্ৰাসবাদী আক্ৰমণৰ পিছত দেশজুৰি ক্ষোভৰ সৃষ্টি হৈছে। নিৰাপত্তা ৰক্ষীসকলে সন্ত্ৰাসবাদীসকলৰ বিৰুদ্ধে অভিযান তীব্ৰতৰ কৰি তুলিছে। ভাৰতীয় সেনাই সীমান্তত সতৰ্কতা বৃদ্ধি কৰিছে। প্ৰধানমন্ত্ৰীয়ে উচ্চ পৰ্যায়ৰ বৈঠকত পৰিস্থিতিৰ পৰ্যালোচনা কৰিছে। দেশবাসীয়ে সন্ত্ৰাসবাদৰ বিৰুদ্ধে একতাবদ্ধ হৈ থিয় দিয়াৰ আহ্বান জনোৱা হৈছে।	[246, 230, 463, 301]
affidavit-signer-name: এমাছি নাৰায়ণ আলি	[44, 258, 89, 265]
gold-etf-body: গুৱাহাটী, ২ মে' : সোণৰ চাহিদাত ২০২৫ চনৰ এপ্ৰিল মাহত গ'ল্ড ইটিএফত বিনিয়োগ বৃদ্ধি পাইছে। বিশেষজ্ঞসকলৰ মতে চলিত বছৰত সোণৰ দাম বৃদ্ধি পোৱাৰ ফলত বিনিয়োগকাৰীসকলে গ'ল্ড ইটিএফৰ প্ৰতি আকৃষ্ট হৈছে। এপ্ৰিল মাহত প্ৰায় ৫,০০০ কোটি টকাৰ বিনিয়োগ হোৱা বুলি জনা গৈছে। এই ধাৰা অব্যাহত থাকিলে আগন্তুক সময়ত সোণৰ বজাৰত আৰু অধিক উন্নতি দেখা যাব বুলি আশা কৰা হৈছে। বিশ্ব বজাৰত সোণৰ দাম বৃদ্ধি আৰু ডলাৰৰ মূল্য হ্ৰাসৰ ফলত ভাৰতীয় বজাৰতো ইয়াৰ প্ৰভাৱ পৰিছে। বিনিয়োগকাৰীসকলে নিৰাপদ বিনিয়োগ হিচাপে সোণক বাছি লৈছে।	[11, 671, 122, 780]
short-tender-date: Date 02/05/2025	[402, 994, 463, 1005]
majuli-byline: গণ বাৰ্তা, মাজুলী, ২ মে' :	[724, 160, 785, 167]
short-tender-item-list	[19, 1121, 463, 1170]
short-tender-item-value: 30 days from the date of issue of work order	[104, 1146, 270, 1157]
masthead-date-english: Guwahati, Saturday, 3 May, 2025	[1071, 16, 1257, 31]
masthead-logo	[177, 0, 1072, 49]
masthead-title-right: অধিকাৰ	[614, 11, 733, 51]
pakistan-continued-label: প্ৰথম পৃষ্ঠাৰ পৰা—	[246, 230, 293, 237]
short-tender-item-label: Approx value	[19, 1134, 70, 1145]
spanned-stories	[476, 788, 1267, 1268]
col6-teacher-byline: গণ বাৰ্তা, মৰিগাঁও, ২ মে' :	[956, 346, 1018, 353]
naga-area-headline: অসমৰ গাঁও পঞ্চায়তত সোমাল নগা অধ্যুষিত অঞ্চল, নহ'ল ভোটগ্ৰহণৰ কোনো ব্যৱস্থা	[482, 850, 1267, 877]
naga-area-body	[482, 891, 1267, 909]
pakistan-headline-col3: পাকিস্তানৰ গুণগান গোৱাসকলৰ ঠেং ভাঙি দিয়া হ'ব	[246, 180, 464, 220]
short-tender-item-value: - 2% of tendered value (1% in case of ST/SC/OBC/UGE)	[76, 1158, 291, 1169]
short-tender-item	[19, 1145, 463, 1157]
column-6	[951, 51, 1213, 782]
makum-murder-byline: প্ৰথম পৃষ্ঠাৰ পৰা—	[724, 289, 766, 296]
short-tender-item-value: Construction of RCC Canal at Phulurbari Village under SOPD-TSP for the year 2024-25.	[100, 1121, 433, 1132]
col6-makum-headline: মাকুমত চহৰত দিন-দুপৰতে ছুৰীৰে আক্ৰমণ কৰি এজন লোকক হত্যা	[981, 206, 1183, 245]
